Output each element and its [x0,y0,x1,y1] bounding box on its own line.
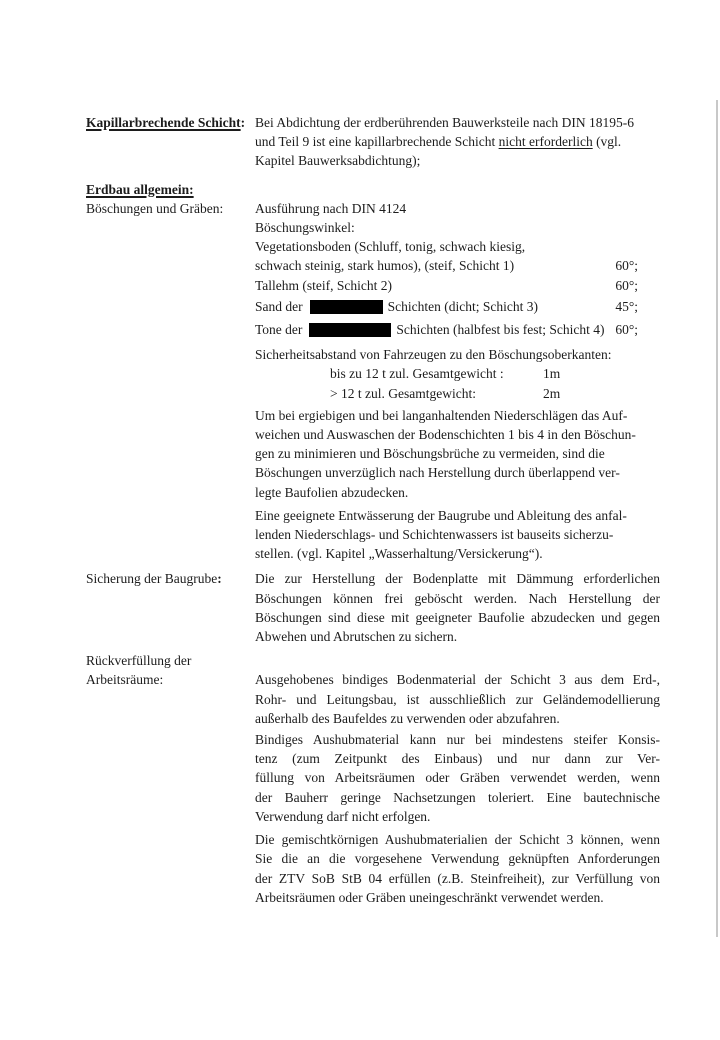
weight-class-label: bis zu 12 t zul. Gesamtgewicht : [330,366,504,382]
winkel-description: Tallehm (steif, Schicht 2) [255,277,393,293]
text-line [255,132,660,151]
winkel-row-schicht4 [255,320,638,339]
sicherheitsabstand-heading: Sicherheitsabstand von Fahrzeugen zu den Böschungsoberkanten: [255,347,612,363]
section-label-text: Kapillarbrechende Schicht [86,115,241,130]
text-segment: Sand der [255,298,303,314]
section-label-line2: Arbeitsräume: [86,672,164,688]
text-line: stellen. (vgl. Kapitel „Wasserhaltung/Versickerung“). [255,546,543,562]
text-segment: (vgl. [592,134,622,150]
section-label [86,199,255,218]
winkel-row-schicht1 [255,237,638,275]
section-label-text: Böschungen und Gräben: [86,200,224,216]
text-line: Rohr- und Leitungsbau, ist ausschließlich zur Geländemodellierung [255,691,660,707]
section-label [86,651,255,689]
text-line: Böschungen sind diese mit geeigneter Baufolie abzudecken und gegen [255,609,660,625]
sicherheitsabstand-row [255,364,660,383]
text-line: Böschungen können frei geböscht werden. Nach Herstellung der [255,590,660,606]
section-label-colon: : [240,115,246,130]
text-line: gen zu minimieren und Böschungsbrüche zu vermeiden, sind die [255,446,605,462]
section-sicherung-der-baugrube [86,569,662,646]
sicherheitsabstand-row [255,384,660,403]
paragraph-ausgehobenes [255,670,660,728]
text-line: Kapitel Bauwerksabdichtung); [255,153,421,169]
text-line: Eine geeignete Entwässerung der Baugrube und Ableitung des anfal- [255,507,627,523]
text-line: Böschungswinkel: [255,220,355,236]
winkel-description [255,237,525,275]
text-line: Arbeitsräumen oder Gräben uneingeschränkt verwendet werden. [255,889,604,905]
section-label-line1: Rückverfüllung der [86,653,192,669]
winkel-description [255,320,605,339]
text-line: Ausgehobenes bindiges Bodenmaterial der Schicht 3 aus dem Erd-, [255,672,660,688]
text-line: der Bauherr geringe Nachsetzungen toleriert. Eine bautechnische [255,789,660,805]
section-content [255,199,660,564]
paragraph-gemischtkoernige [255,830,660,907]
weight-class-label: > 12 t zul. Gesamtgewicht: [330,385,476,401]
text-line: Verwendung darf nicht erfolgen. [255,808,431,824]
text-line: tenz (zum Zeitpunkt des Einbaus) und nur dann zur Ver- [255,751,660,767]
section-kapillarbrechende-schicht [86,113,662,171]
text-line: der ZTV SoB StB 04 erfüllen (z.B. Steinfreiheit), zur Verfüllung von [255,870,660,886]
redaction-box [309,323,391,337]
winkel-row-schicht3 [255,297,638,316]
text-line: weichen und Auswaschen der Bodenschichten 1 bis 4 in den Böschun- [255,427,636,443]
section-content [255,670,660,906]
text-line: füllung von Arbeitsräumen oder Gräben verwendet werden, wenn [255,770,660,786]
winkel-value: 60°; [615,322,638,338]
text-line: Vegetationsboden (Schluff, tonig, schwach kiesig, [255,239,526,255]
section-heading-text: Erdbau allgemein: [86,181,194,197]
section-heading-erdbau [86,180,662,199]
text-line: Bei Abdichtung der erdberührenden Bauwerksteile nach DIN 18195-6 [255,115,635,130]
text-segment: Schichten (dicht; Schicht 3) [387,298,538,314]
section-content [255,113,660,171]
text-segment: Schichten (halbfest bis fest; Schicht 4) [396,322,605,338]
text-line: lenden Niederschlags- und Schichtenwassers ist bauseits sicherzu- [255,527,614,543]
text-line: Die gemischtkörnigen Aushubmaterialien der Schicht 3 können, wenn [255,832,660,848]
winkel-value: 45°; [615,298,638,314]
section-label [86,569,255,588]
text-line: Bindiges Aushubmaterial kann nur bei mindestens steifer Konsis- [255,732,660,748]
text-line: schwach steinig, stark humos), (steif, Schicht 1) [255,258,515,274]
winkel-row-schicht2 [255,276,638,295]
section-content [255,569,660,646]
scan-edge-artifact [716,100,718,937]
section-boeschungen-und-graeben [86,199,662,564]
text-line: Ausführung nach DIN 4124 [255,200,407,216]
section-label-text: Sicherung der Baugrube [86,571,218,587]
winkel-description [255,297,538,316]
text-line: legte Baufolien abzudecken. [255,484,409,500]
paragraph-entwaesserung [255,506,660,564]
document-body [86,113,662,907]
section-label-colon: : [217,571,222,587]
winkel-value: 60°; [615,258,638,274]
text-line: Um bei ergiebigen und bei langanhaltenden Niederschlägen das Auf- [255,407,628,423]
winkel-value: 60°; [615,277,638,293]
paragraph-niederschlaege [255,406,660,502]
text-line: Die zur Herstellung der Bodenplatte mit Dämmung erforderlichen [255,571,660,587]
section-rueckverfuellung-arbeitsraeume [86,651,662,907]
text-line: außerhalb des Baufeldes zu verwenden oder abzufahren. [255,710,560,726]
section-label [86,113,255,132]
text-segment: und Teil 9 ist eine kapillarbrechende Schicht [255,134,499,150]
text-line: Sie die an die vorgesehene Verwendung geknüpften Anforderungen [255,851,660,867]
paragraph-baugrube [255,569,660,646]
winkel-table [255,237,638,339]
distance-value: 1m [543,366,561,382]
text-line: Böschungen unverzüglich nach Herstellung durch überlappend ver- [255,465,620,481]
paragraph-bindiges [255,730,660,826]
text-line: Abwehen und Abrutschen zu sichern. [255,629,458,645]
underlined-text: nicht erforderlich [498,134,593,150]
distance-value: 2m [543,385,561,401]
redaction-box [310,300,383,314]
text-segment: Tone der [255,322,303,338]
